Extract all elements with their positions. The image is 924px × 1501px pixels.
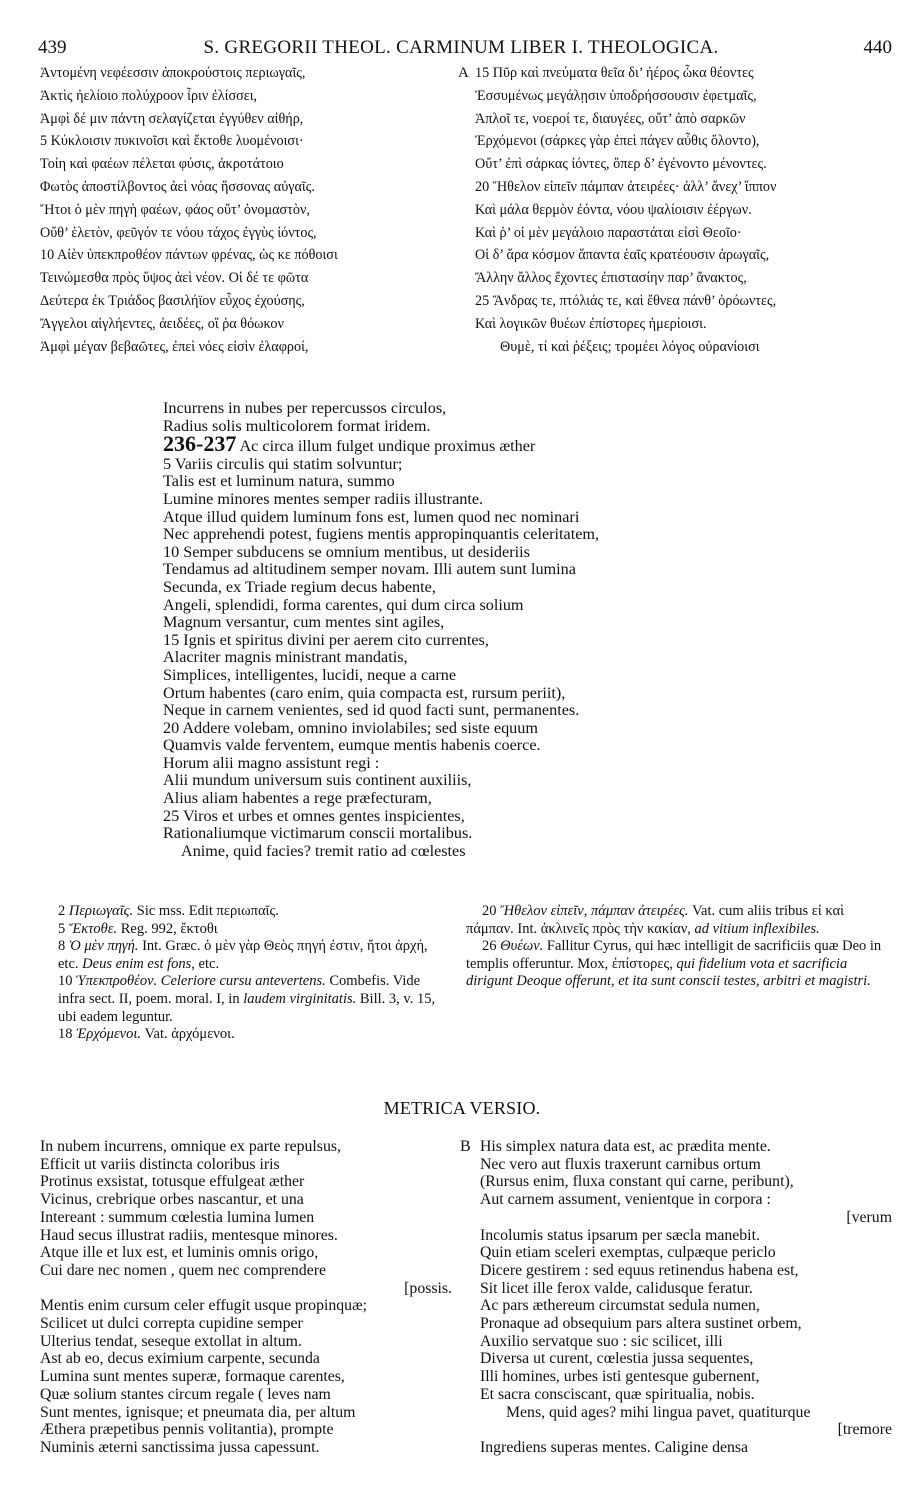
verse-line: Ac pars æthereum circumstat sedula numen,: [480, 1297, 760, 1315]
greek-line: Καὶ μάλα θερμὸν ἐόντα, νόου ψαλίοισιν ἐέργων.: [475, 201, 752, 218]
verse-line: (Rursus enim, fluxa constant qui carne, peribunt),: [480, 1173, 794, 1191]
footnote: 10 Ὑπεκπροθέον. Celeriore cursu antevertens. Combefis. Vide infra sect. II, poem. moral. I, in laudem virginitatis. Bill. 3, v. 15, ubi eadem leguntur.: [58, 973, 436, 1025]
column-reference: 236-237: [163, 431, 237, 457]
verse-line: Nec vero aut fluxis traxerunt carnibus ortum: [480, 1155, 761, 1173]
footnote: 20 Ἤθελον εἰπεῖν, πάμπαν ἀτειρέες. Vat. cum aliis tribus εἰ καὶ πάμπαν. Int. ἀκλινεῖς πρὸς τὴν κακίαν, ad vitium inflexibiles.: [466, 903, 845, 937]
latin-translation: [163, 400, 599, 860]
verse-line: Auxilio servatque suo : sic scilicet, illi: [480, 1332, 723, 1350]
footnote: 2 Περιωγαῖς. Sic mss. Edit περιωπαῖς.: [58, 903, 279, 919]
greek-line: 5 Κύκλοισιν πυκινοῖσι καὶ ἔκτοθε λυομένοισι·: [40, 133, 304, 150]
greek-line: 15 Πῦρ καὶ πνεύματα θεῖα δι’ ἠέρος ὦκα θέοντες: [475, 65, 754, 81]
verse-line-continuation: [verum: [846, 1208, 892, 1226]
section-marker-a: A: [458, 65, 469, 81]
latin-line: Ac circa illum fulget undique proximus æther: [239, 437, 536, 456]
verse-line: Cui dare nec nomen , quem nec comprendere: [40, 1261, 326, 1279]
running-title: S. GREGORII THEOL. CARMINUM LIBER I. THEOLOGICA.: [203, 37, 719, 58]
greek-text-left-column: [40, 62, 460, 358]
verse-line: Sit licet ille ferox valde, calidusque feratur.: [480, 1279, 753, 1297]
verse-line: Sunt mentes, ignisque; et pneumata dia, per altum: [40, 1403, 356, 1421]
latin-line: Horum alii magno assistunt regi :: [163, 753, 380, 772]
latin-line: Tendamus ad altitudinem semper novam. Illi autem sunt lumina: [163, 560, 576, 579]
metrical-version-left: [40, 1138, 460, 1457]
verse-line-continuation: [tremore: [837, 1421, 892, 1439]
verse-line: Ingrediens superas mentes. Caligine densa: [480, 1438, 749, 1456]
verse-line: Intereant : summum cœlestia lumina lumen: [40, 1208, 315, 1226]
latin-line: Lumine minores mentes semper radiis illustrante.: [163, 489, 484, 508]
verse-line: Protinus exsistat, totusque effulgeat æther: [40, 1173, 305, 1191]
verse-line: Et sacra consciscant, quæ spiritualia, nobis.: [480, 1385, 755, 1403]
verse-line: Incolumis status ipsarum per sæcla manebit.: [480, 1226, 760, 1244]
verse-line: Ast ab eo, decus eximium carpente, secunda: [40, 1350, 320, 1368]
latin-line: 15 Ignis et spiritus divini per aerem cito currentes,: [163, 630, 489, 649]
verse-line: Lumina sunt mentes superæ, formaque carentes,: [40, 1368, 345, 1386]
greek-line: Οὔτ’ ἐπὶ σάρκας ἰόντες, ὅπερ δ’ ἐγένοντο μένοντες.: [475, 156, 767, 173]
latin-line: 5 Variis circulis qui statim solvuntur;: [163, 454, 403, 473]
greek-line: Οὔθ’ ἑλετὸν, φεῦγόν τε νόου τάχος ἐγγὺς ἰόντος,: [40, 224, 317, 241]
verse-line: Quæ solium stantes circum regale ( leves nam: [40, 1385, 331, 1403]
latin-line: Atque illud quidem luminum fons est, lumen quod nec nominari: [163, 507, 580, 526]
latin-line: Ortum habentes (caro enim, quia compacta est, rursum periit),: [163, 683, 566, 702]
metrical-version-right: [460, 1138, 900, 1457]
footnotes-right: [466, 903, 891, 991]
greek-text-right-column: [458, 62, 905, 358]
latin-line: 25 Viros et urbes et omnes gentes inspicientes,: [163, 806, 465, 825]
greek-line: Ἄλλην ἄλλος ἔχοντες ἐπιστασίην παρ’ ἄνακτος,: [475, 270, 747, 287]
verse-line-continuation: [possis.: [404, 1279, 452, 1297]
verse-line: Illi homines, urbes isti gentesque gubernent,: [480, 1368, 760, 1386]
greek-line: 20 Ἤθελον εἰπεῖν πάμπαν ἀτειρέες· ἀλλ’ ἄνεχ’ ἵππον: [475, 178, 777, 195]
footnote: 26 Θυέων. Fallitur Cyrus, qui hæc intelligit de sacrificiis quæ Deo in templis offeruntur. Mox, ἐπίστορες, qui fidelium vota et sacrificia dirigunt Deoque offerunt, et ita sunt conscii testes, arbitri et magistri.: [466, 938, 882, 990]
verse-line: Dicere gestirem : sed equus retinendus habena est,: [480, 1261, 799, 1279]
latin-line: Neque in carnem venientes, sed id quod facti sunt, permanentes.: [163, 701, 580, 720]
greek-line: Ἁπλοῖ τε, νοεροί τε, διαυγέες, οὔτ’ ἀπὸ σαρκῶν: [475, 110, 746, 127]
verse-line: Mentis enim cursum celer effugit usque propinquæ;: [40, 1297, 367, 1315]
verse-line: In nubem incurrens, omnique ex parte repulsus,: [40, 1138, 341, 1155]
section-heading: METRICA VERSIO.: [383, 1098, 541, 1118]
verse-line: Vicinus, crebrique orbes nascantur, et una: [40, 1191, 304, 1209]
latin-line: Radius solis multicolorem format iridem.: [163, 416, 431, 435]
greek-line: Ἐρχόμενοι (σάρκες γὰρ ἐπεὶ πάγεν αὖθις ὄλοντο),: [475, 133, 760, 150]
greek-line: Ἀκτὶς ἠελίοιο πολύχροον ἶριν ἐλίσσει,: [40, 87, 258, 104]
footnote: 8 Ὁ μὲν πηγή. Int. Græc. ὁ μὲν γὰρ Θεὸς πηγή ἐστιν, ἤτοι ἀρχή, etc. Deus enim est fons, etc.: [58, 938, 428, 972]
greek-line: Καὶ ῥ’ οἱ μὲν μεγάλοιο παραστάται εἰσὶ Θεοῖο·: [475, 224, 742, 241]
footnote: 5 Ἔκτοθε. Reg. 992, ἔκτοθι: [58, 920, 218, 937]
verse-line: Numinis æterni sanctissima jussa capessunt.: [40, 1438, 320, 1456]
verse-line: Pronaque ad obsequium pars altera sustinet orbem,: [480, 1315, 802, 1333]
verse-line: Efficit ut variis distincta coloribus iris: [40, 1155, 280, 1173]
running-header: [30, 37, 892, 61]
greek-line: Δεύτερα ἐκ Τριάδος βασιλήϊον εὖχος ἐχούσης,: [40, 292, 305, 309]
latin-line: Rationaliumque victimarum conscii mortalibus.: [163, 824, 473, 843]
latin-line: Talis est et luminum natura, summo: [163, 472, 395, 491]
verse-line: Æthera præpetibus pennis volitantia), prompte: [40, 1421, 334, 1439]
latin-line: 10 Semper subducens se omnium mentibus, ut desideriis: [163, 542, 530, 561]
section-marker-b: B: [460, 1138, 471, 1155]
greek-line: Τεινώμεσθα πρὸς ὕψος ἀεὶ νέον. Οἱ δέ τε φῶτα: [40, 270, 309, 287]
latin-line: Incurrens in nubes per repercussos circulos,: [163, 399, 447, 417]
verse-line: Aut carnem assument, venientque in corpora :: [480, 1191, 771, 1209]
greek-line: Ἄγγελοι αἰγλήεντες, ἀειδέες, οἵ ῥα θόωκον: [40, 315, 284, 332]
latin-line: Secunda, ex Triade regium decus habente,: [163, 577, 436, 596]
latin-line: Quamvis valde ferventem, eumque mentis habenis coerce.: [163, 736, 541, 755]
verse-line: Scilicet ut dulci correpta cupidine semper: [40, 1315, 303, 1333]
page-number-left: 439: [38, 37, 67, 58]
latin-line: Nec apprehendi potest, fugiens mentis appropinquantis celeritatem,: [163, 525, 600, 544]
verse-line: Haud secus illustrat radiis, mentesque minores.: [40, 1226, 338, 1244]
greek-line: Ἐσσυμένως μεγάλῃσιν ὑποδρήσσουσιν ἐφετμαῖς,: [475, 87, 757, 104]
footnotes-left: [58, 903, 446, 1044]
greek-line: Ἀμφὶ δέ μιν πάντη σελαγίζεται ἐγγύθεν αἰθήρ,: [40, 110, 304, 127]
latin-line: Alii mundum universum suis continent auxiliis,: [163, 771, 472, 790]
greek-line: Ἀμφὶ μέγαν βεβαῶτες, ἐπεὶ νόες εἰσὶν ἐλαφροί,: [40, 338, 309, 355]
verse-line: Ulterius tendat, seseque extollat in altum.: [40, 1332, 302, 1350]
greek-line: Καὶ λογικῶν θυέων ἐπίστορες ἠμερίοισι.: [475, 315, 707, 332]
latin-line: Alacriter magnis ministrant mandatis,: [163, 648, 408, 667]
verse-line: His simplex natura data est, ac prædita mente.: [480, 1138, 771, 1155]
greek-line: 25 Ἄνδρας τε, πτόλιάς τε, καὶ ἔθνεα πάνθ’ ὁρόωντες,: [475, 292, 777, 309]
latin-line: Magnum versantur, cum mentes sint agiles,: [163, 613, 445, 632]
greek-line: 10 Αἰὲν ὑπεκπροθέον πάντων φρένας, ὡς κε πόθοισι: [40, 247, 338, 264]
greek-line: Θυμὲ, τί καὶ ῥέξεις; τρομέει λόγος οὐρανίοισι: [500, 338, 760, 355]
greek-line: Φωτὸς ἀποστίλβοντος ἀεὶ νόας ἥσσονας αὐγαῖς.: [40, 178, 315, 195]
greek-line: Ἀντομένη νεφέεσσιν ἀποκρούστοις περιωγαῖς,: [40, 65, 306, 81]
page-number-right: 440: [863, 37, 892, 58]
greek-line: Ἤτοι ὁ μὲν πηγὴ φαέων, φάος οὔτ’ ὀνομαστὸν,: [40, 201, 310, 218]
verse-line: Atque ille et lux est, et luminis omnis origo,: [40, 1244, 319, 1262]
greek-line: Τοίη καὶ φαέων πέλεται φύσις, ἀκροτάτοιο: [40, 156, 284, 173]
latin-line: Alius aliam habentes a rege præfecturam,: [163, 789, 432, 808]
verse-line: Mens, quid ages? mihi lingua pavet, quatiturque: [506, 1403, 811, 1421]
greek-line: Οἱ δ’ ἄρα κόσμον ἅπαντα ἑαῖς κρατέουσιν ἀρωγαῖς,: [475, 247, 770, 264]
verse-line: Quin etiam sceleri exemptas, culpæque periclo: [480, 1244, 776, 1262]
footnote: 18 Ἐρχόμενοι. Vat. ἀρχόμενοι.: [58, 1026, 235, 1043]
latin-line: 20 Addere volebam, omnino inviolabiles; sed siste equum: [163, 718, 538, 737]
latin-line: Angeli, splendidi, forma carentes, qui dum circa solium: [163, 595, 524, 614]
latin-line: Anime, quid facies? tremit ratio ad cœlestes: [181, 841, 466, 860]
latin-line: Simplices, intelligentes, lucidi, neque a carne: [163, 665, 457, 684]
verse-line: Diversa ut curent, cœlestia jussa sequentes,: [480, 1350, 754, 1368]
